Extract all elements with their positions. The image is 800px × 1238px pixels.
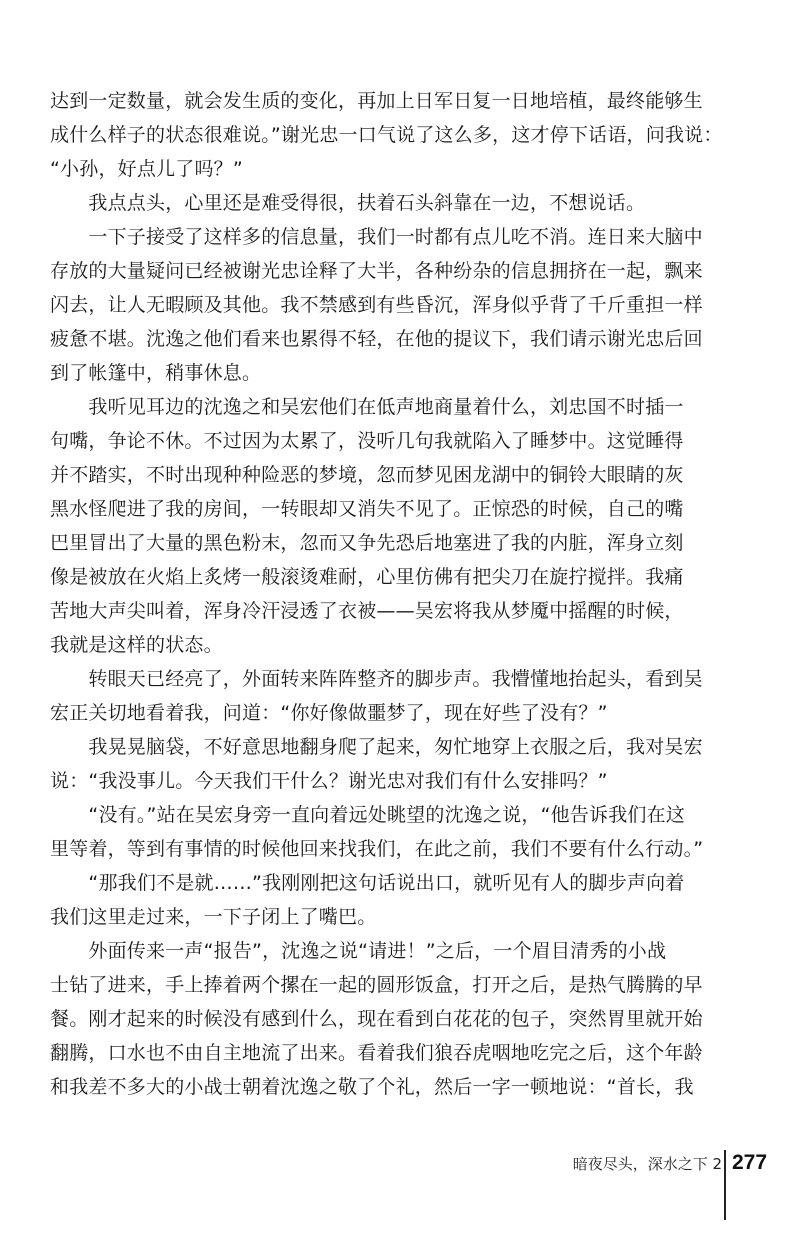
- text-line: 餐。刚才起来的时候没有感到什么，现在看到白花花的包子，突然胃里就开始: [50, 1008, 703, 1030]
- text-line: 士钻了进来，手上捧着两个摞在一起的圆形饭盒，打开之后，是热气腾腾的早: [50, 974, 703, 996]
- text-line: 一下子接受了这样多的信息量，我们一时都有点儿吃不消。连日来大脑中: [50, 226, 703, 248]
- text-line: 里等着，等到有事情的时候他回来找我们，在此之前，我们不要有什么行动。”: [50, 838, 704, 860]
- text-line: 成什么样子的状态很难说。”谢光忠一口气说了这么多，这才停下话语，问我说：: [50, 124, 723, 146]
- running-title: 暗夜尽头，深水之下 2: [572, 1155, 722, 1173]
- text-line: 闪去，让人无暇顾及其他。我不禁感到有些昏沉，浑身似乎背了千斤重担一样: [50, 294, 703, 316]
- text-line: 苦地大声尖叫着，浑身冷汗浸透了衣被——吴宏将我从梦魇中摇醒的时候，: [50, 600, 684, 622]
- footer-divider: [724, 1150, 726, 1220]
- text-line: “小孙，好点儿了吗？”: [50, 158, 243, 180]
- text-line: 句嘴，争论不休。不过因为太累了，没听几句我就陷入了睡梦中。这觉睡得: [50, 430, 684, 452]
- text-line: 转眼天已经亮了，外面转来阵阵整齐的脚步声。我懵懂地抬起头，看到吴: [50, 668, 703, 690]
- text-line: 和我差不多大的小战士朝着沈逸之敬了个礼，然后一字一顿地说：“首长，我: [50, 1076, 694, 1098]
- text-line: 我就是这样的状态。: [50, 634, 223, 656]
- text-line: 我们这里走过来，一下子闭上了嘴巴。: [50, 906, 377, 928]
- text-line: 我点点头，心里还是难受得很，扶着石头斜靠在一边，不想说话。: [50, 192, 646, 214]
- text-line: 存放的大量疑问已经被谢光忠诠释了大半，各种纷杂的信息拥挤在一起，飘来: [50, 260, 703, 282]
- text-line: 像是被放在火焰上炙烤一般滚烫难耐，心里仿佛有把尖刀在旋拧搅拌。我痛: [50, 566, 684, 588]
- text-line: “没有。”站在吴宏身旁一直向着远处眺望的沈逸之说，“他告诉我们在这: [50, 804, 686, 826]
- text-line: 巴里冒出了大量的黑色粉末，忽而又争先恐后地塞进了我的内脏，浑身立刻: [50, 532, 684, 554]
- text-line: 我听见耳边的沈逸之和吴宏他们在低声地商量着什么，刘忠国不时插一: [50, 396, 684, 418]
- text-line: 翻腾，口水也不由自主地流了出来。看着我们狼吞虎咽地吃完之后，这个年龄: [50, 1042, 703, 1064]
- text-line: 达到一定数量，就会发生质的变化，再加上日军日复一日地培植，最终能够生: [50, 90, 703, 112]
- text-line: 我晃晃脑袋，不好意思地翻身爬了起来，匆忙地穿上衣服之后，我对吴宏: [50, 736, 703, 758]
- text-line: 宏正关切地看着我，问道：“你好像做噩梦了，现在好些了没有？”: [50, 702, 608, 724]
- page-footer: [0, 1150, 800, 1238]
- text-line: 外面传来一声“报告”，沈逸之说“请进！”之后，一个眉目清秀的小战: [50, 940, 667, 962]
- text-line: 黑水怪爬进了我的房间，一转眼却又消失不见了。正惊恐的时候，自己的嘴: [50, 498, 684, 520]
- text-line: “那我们不是就……”我刚刚把这句话说出口，就听见有人的脚步声向着: [50, 872, 685, 894]
- text-line: 疲惫不堪。沈逸之他们看来也累得不轻，在他的提议下，我们请示谢光忠后回: [50, 328, 703, 350]
- body-text: [50, 84, 754, 1104]
- page-number: 277: [732, 1151, 768, 1174]
- text-line: 到了帐篷中，稍事休息。: [50, 362, 262, 384]
- text-line: 说：“我没事儿。今天我们干什么？谢光忠对我们有什么安排吗？”: [50, 770, 608, 792]
- text-line: 并不踏实，不时出现种种险恶的梦境，忽而梦见困龙湖中的铜铃大眼睛的灰: [50, 464, 684, 486]
